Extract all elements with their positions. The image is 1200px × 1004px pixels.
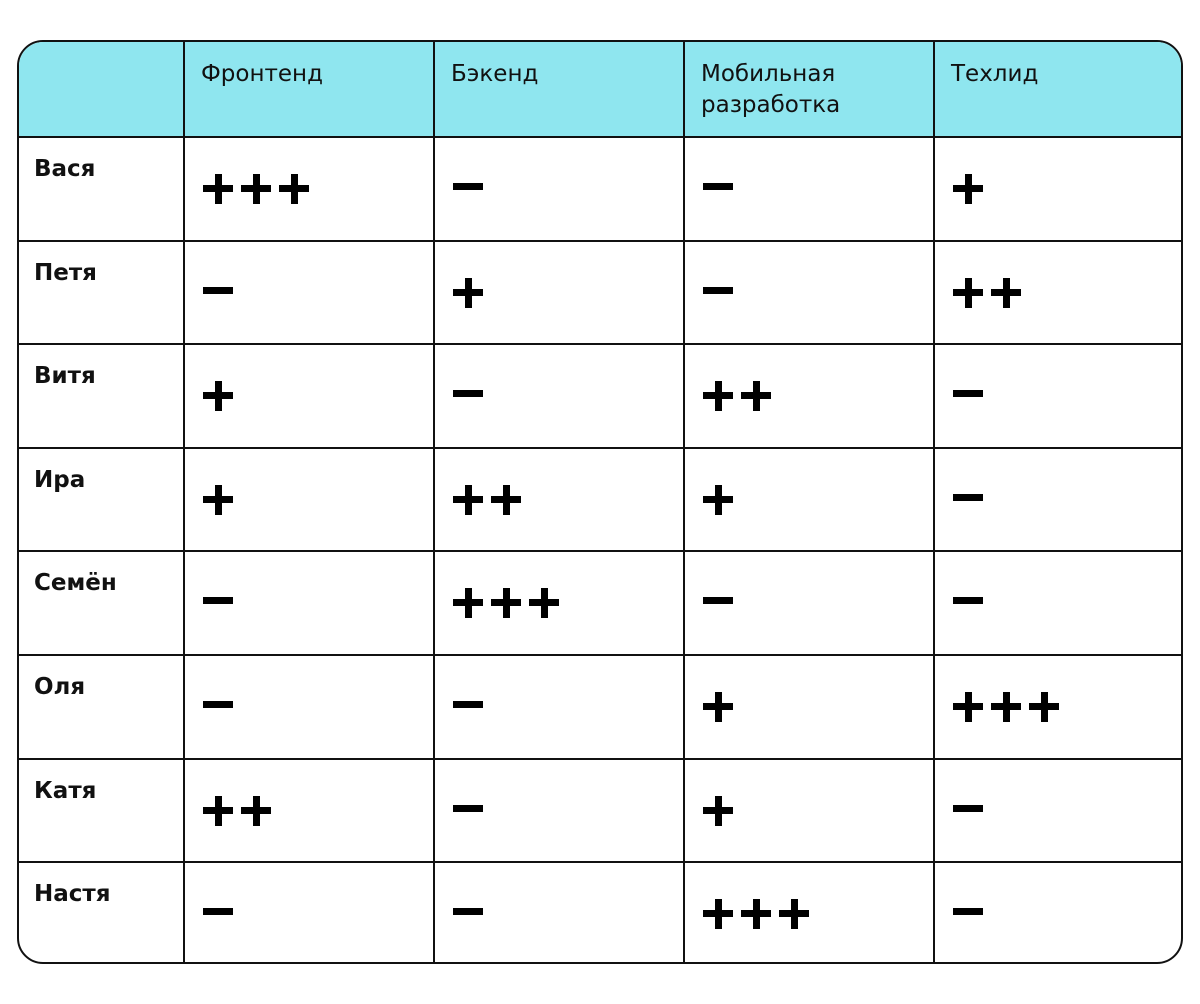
plus-icon <box>1027 690 1061 724</box>
rating-marks <box>951 794 1183 828</box>
rating-cell <box>184 448 434 552</box>
plus-icon <box>239 172 273 206</box>
rating-cell <box>934 862 1183 964</box>
plus-icon <box>489 586 523 620</box>
plus-icon <box>277 172 311 206</box>
rating-cell <box>934 551 1183 655</box>
plus-icon <box>777 897 811 931</box>
rating-marks <box>951 897 1183 931</box>
header-row <box>19 42 1183 137</box>
minus-icon <box>201 690 235 724</box>
minus-icon <box>701 172 735 206</box>
rating-marks <box>701 690 933 724</box>
rating-marks <box>951 690 1183 724</box>
minus-icon <box>951 897 985 931</box>
plus-icon <box>951 172 985 206</box>
rating-marks <box>951 379 1183 413</box>
header-cell-backend: Бэкенд <box>434 42 684 137</box>
plus-icon <box>451 276 485 310</box>
rating-cell <box>684 344 934 448</box>
skills-table-container <box>17 40 1183 964</box>
rating-cell <box>184 759 434 863</box>
table-row <box>19 551 1183 655</box>
person-name: Семён <box>19 551 184 655</box>
minus-icon <box>451 172 485 206</box>
plus-icon <box>951 690 985 724</box>
rating-marks <box>451 586 683 620</box>
rating-marks <box>701 483 933 517</box>
plus-icon <box>201 172 235 206</box>
minus-icon <box>201 276 235 310</box>
table-row <box>19 137 1183 241</box>
header-cell-empty <box>19 42 184 137</box>
rating-marks <box>451 172 683 206</box>
rating-cell <box>434 759 684 863</box>
minus-icon <box>451 897 485 931</box>
rating-marks <box>201 897 433 931</box>
rating-marks <box>201 690 433 724</box>
rating-marks <box>451 794 683 828</box>
person-name: Ира <box>19 448 184 552</box>
rating-marks <box>701 379 933 413</box>
rating-marks <box>451 483 683 517</box>
plus-icon <box>451 483 485 517</box>
minus-icon <box>701 586 735 620</box>
plus-icon <box>201 483 235 517</box>
minus-icon <box>201 897 235 931</box>
rating-marks <box>451 276 683 310</box>
minus-icon <box>701 276 735 310</box>
rating-cell <box>684 241 934 345</box>
table-body <box>19 137 1183 964</box>
plus-icon <box>201 379 235 413</box>
rating-cell <box>184 551 434 655</box>
header-cell-mobile: Мобильная разработка <box>684 42 934 137</box>
rating-cell <box>434 551 684 655</box>
plus-icon <box>701 897 735 931</box>
skills-table <box>19 42 1183 964</box>
plus-icon <box>951 276 985 310</box>
rating-cell <box>684 137 934 241</box>
rating-cell <box>184 862 434 964</box>
header-cell-frontend: Фронтенд <box>184 42 434 137</box>
rating-cell <box>434 655 684 759</box>
rating-marks <box>951 586 1183 620</box>
plus-icon <box>489 483 523 517</box>
rating-marks <box>701 172 933 206</box>
rating-marks <box>201 794 433 828</box>
table-row <box>19 759 1183 863</box>
minus-icon <box>451 794 485 828</box>
rating-marks <box>451 690 683 724</box>
rating-cell <box>684 862 934 964</box>
rating-marks <box>201 586 433 620</box>
person-name: Витя <box>19 344 184 448</box>
rating-cell <box>934 137 1183 241</box>
rating-cell <box>434 344 684 448</box>
plus-icon <box>739 379 773 413</box>
rating-cell <box>434 448 684 552</box>
minus-icon <box>951 379 985 413</box>
person-name: Настя <box>19 862 184 964</box>
table-row <box>19 862 1183 964</box>
minus-icon <box>451 379 485 413</box>
rating-cell <box>184 344 434 448</box>
header-cell-techlead: Техлид <box>934 42 1183 137</box>
minus-icon <box>451 690 485 724</box>
rating-cell <box>684 448 934 552</box>
rating-cell <box>934 344 1183 448</box>
rating-marks <box>701 794 933 828</box>
rating-cell <box>684 551 934 655</box>
rating-cell <box>434 137 684 241</box>
rating-marks <box>701 276 933 310</box>
minus-icon <box>951 586 985 620</box>
rating-cell <box>934 655 1183 759</box>
rating-marks <box>451 897 683 931</box>
person-name: Петя <box>19 241 184 345</box>
rating-marks <box>451 379 683 413</box>
plus-icon <box>527 586 561 620</box>
plus-icon <box>701 690 735 724</box>
minus-icon <box>201 586 235 620</box>
plus-icon <box>701 483 735 517</box>
minus-icon <box>951 794 985 828</box>
rating-cell <box>184 137 434 241</box>
rating-marks <box>201 276 433 310</box>
table-row <box>19 344 1183 448</box>
plus-icon <box>239 794 273 828</box>
minus-icon <box>951 483 985 517</box>
table-header <box>19 42 1183 137</box>
rating-marks <box>951 483 1183 517</box>
rating-marks <box>951 276 1183 310</box>
table-row <box>19 448 1183 552</box>
rating-marks <box>701 586 933 620</box>
rating-cell <box>684 759 934 863</box>
rating-marks <box>951 172 1183 206</box>
rating-cell <box>184 241 434 345</box>
table-row <box>19 241 1183 345</box>
rating-marks <box>201 172 433 206</box>
plus-icon <box>989 276 1023 310</box>
plus-icon <box>451 586 485 620</box>
rating-marks <box>701 897 933 931</box>
rating-marks <box>201 379 433 413</box>
rating-cell <box>434 862 684 964</box>
rating-cell <box>434 241 684 345</box>
rating-cell <box>184 655 434 759</box>
rating-cell <box>934 241 1183 345</box>
plus-icon <box>989 690 1023 724</box>
person-name: Оля <box>19 655 184 759</box>
rating-cell <box>934 448 1183 552</box>
rating-cell <box>934 759 1183 863</box>
table-row <box>19 655 1183 759</box>
person-name: Вася <box>19 137 184 241</box>
rating-marks <box>201 483 433 517</box>
plus-icon <box>701 379 735 413</box>
person-name: Катя <box>19 759 184 863</box>
rating-cell <box>684 655 934 759</box>
plus-icon <box>701 794 735 828</box>
plus-icon <box>739 897 773 931</box>
plus-icon <box>201 794 235 828</box>
